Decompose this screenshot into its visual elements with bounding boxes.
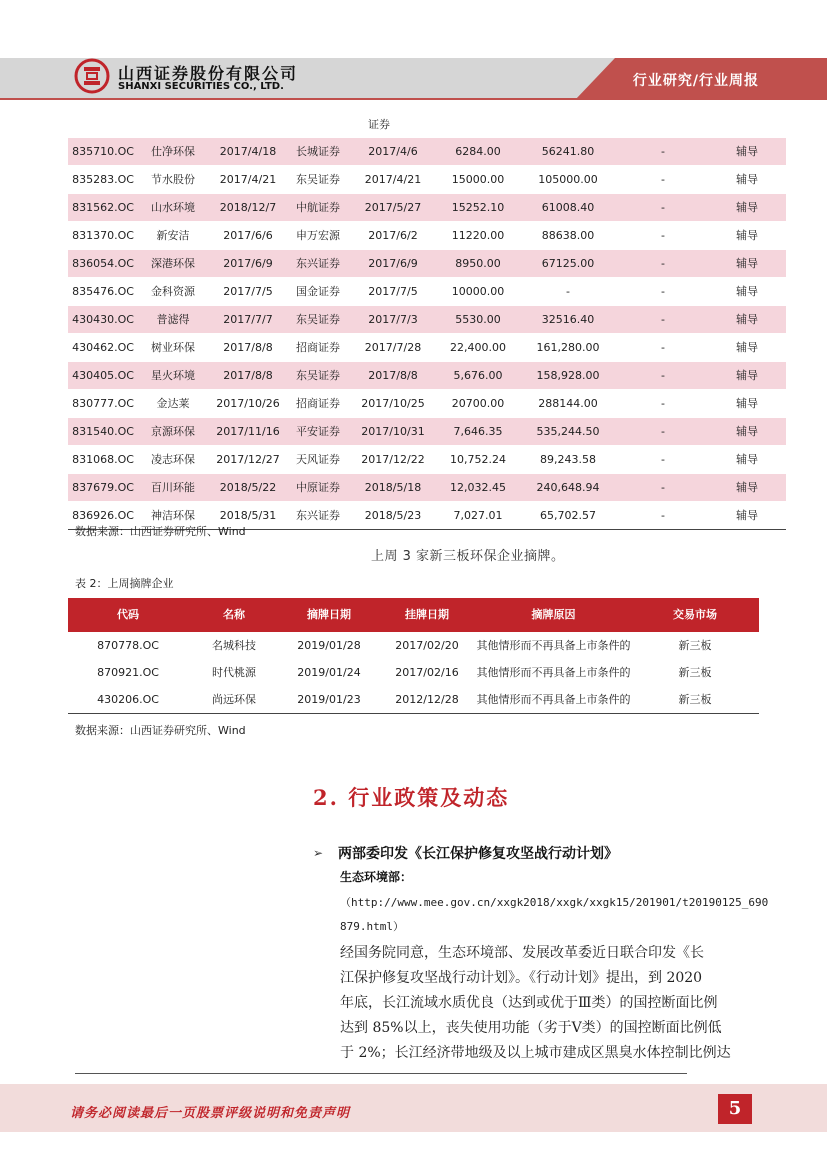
cell-broker: 东兴证券 bbox=[296, 257, 340, 270]
cell-delist-reason: 其他情形而不再具备上市条件的 bbox=[476, 639, 631, 652]
table-row bbox=[68, 473, 786, 501]
table2-header-row bbox=[68, 598, 759, 632]
cell-code: 870921.OC bbox=[97, 666, 159, 679]
news-url-line-2[interactable]: 879.html） bbox=[340, 920, 404, 933]
cell-list-date: 2017/02/20 bbox=[395, 639, 459, 652]
report-category: 行业研究/行业周报 bbox=[632, 73, 759, 89]
cell-value-b: 89,243.58 bbox=[540, 453, 596, 466]
cell-name: 时代桃源 bbox=[212, 666, 256, 679]
cell-stage: 辅导 bbox=[736, 313, 758, 326]
cell-value-a: 8950.00 bbox=[455, 257, 501, 270]
cell-tutor-date: 2017/4/18 bbox=[219, 145, 277, 158]
header-delist-reason: 摘牌原因 bbox=[531, 608, 576, 621]
table-row bbox=[68, 361, 786, 389]
cell-value-a: 5,676.00 bbox=[453, 369, 503, 382]
cell-name: 节水股份 bbox=[151, 173, 195, 186]
cell-filing-date: 2017/6/9 bbox=[368, 257, 418, 270]
cell-tutor-date: 2017/7/5 bbox=[223, 285, 273, 298]
news-paragraph-line: 年底，长江流域水质优良（达到或优于Ⅲ类）的国控断面比例 bbox=[340, 995, 718, 1011]
cell-broker: 招商证券 bbox=[296, 397, 340, 410]
cell-code: 430405.OC bbox=[72, 369, 134, 382]
cell-broker: 东吴证券 bbox=[296, 369, 340, 382]
cell-stage: 辅导 bbox=[736, 257, 758, 270]
cell-code: 831562.OC bbox=[72, 201, 134, 214]
cell-filing-date: 2017/8/8 bbox=[368, 369, 418, 382]
cell-value-a: 15000.00 bbox=[451, 173, 505, 186]
cell-market: 新三板 bbox=[678, 693, 712, 706]
cell-code: 831540.OC bbox=[72, 425, 134, 438]
table-row bbox=[68, 305, 786, 333]
table-continuation-row bbox=[68, 113, 786, 137]
cell-value-a: 7,027.01 bbox=[453, 509, 503, 522]
cell-name: 树业环保 bbox=[151, 341, 195, 354]
cell-broker: 天风证券 bbox=[296, 453, 340, 466]
cell-name: 京源环保 bbox=[151, 425, 195, 438]
header-delist-date: 摘牌日期 bbox=[307, 608, 351, 621]
cell-stage: 辅导 bbox=[736, 173, 758, 186]
cell-value-b: - bbox=[566, 285, 570, 298]
cell-delist-reason: 其他情形而不再具备上市条件的 bbox=[476, 666, 631, 679]
cell-delist-date: 2019/01/24 bbox=[297, 666, 361, 679]
table-row bbox=[68, 249, 786, 277]
cell-value-a: 10000.00 bbox=[451, 285, 505, 298]
news-paragraph-line: 江保护修复攻坚战行动计划》。《行动计划》提出，到 2020 bbox=[340, 970, 703, 986]
cell-tutor-date: 2018/5/31 bbox=[219, 509, 277, 522]
cell-filing-date: 2017/10/31 bbox=[361, 425, 425, 438]
cell-code: 430462.OC bbox=[72, 341, 134, 354]
footer-divider bbox=[75, 1073, 687, 1074]
cell-name: 金科资源 bbox=[151, 285, 195, 298]
cell-broker: 中航证券 bbox=[296, 201, 340, 214]
section-title: 2. 行业政策及动态 bbox=[313, 785, 510, 810]
cell-value-a: 20700.00 bbox=[451, 397, 505, 410]
news-headline: 两部委印发《长江保护修复攻坚战行动计划》 bbox=[338, 846, 618, 862]
news-url-line-1[interactable]: （http://www.mee.gov.cn/xxgk2018/xxgk/xxgk15/201901/t20190125_690 bbox=[340, 896, 769, 909]
continuation-cell: 证券 bbox=[368, 118, 390, 131]
cell-filing-date: 2017/7/5 bbox=[368, 285, 418, 298]
table-row bbox=[68, 277, 786, 305]
delisted-companies-table bbox=[68, 598, 759, 714]
cell-code: 831370.OC bbox=[72, 229, 134, 242]
cell-value-b: 65,702.57 bbox=[540, 509, 596, 522]
table2-source: 数据来源：山西证券研究所、Wind bbox=[75, 724, 246, 737]
cell-tutor-date: 2017/6/9 bbox=[223, 257, 273, 270]
company-name-en: SHANXI SECURITIES CO., LTD. bbox=[118, 81, 284, 92]
cell-tutor-date: 2017/12/27 bbox=[216, 453, 280, 466]
table-row bbox=[68, 193, 786, 221]
news-source: 生态环境部： bbox=[340, 870, 413, 884]
cell-status: - bbox=[661, 341, 665, 354]
cell-stage: 辅导 bbox=[736, 397, 758, 410]
cell-stage: 辅导 bbox=[736, 285, 758, 298]
cell-tutor-date: 2017/8/8 bbox=[223, 369, 273, 382]
cell-stage: 辅导 bbox=[736, 369, 758, 382]
cell-name: 深港环保 bbox=[151, 257, 195, 270]
cell-tutor-date: 2017/11/16 bbox=[216, 425, 280, 438]
cell-market: 新三板 bbox=[678, 666, 712, 679]
cell-name: 金达莱 bbox=[156, 397, 190, 410]
cell-filing-date: 2017/7/3 bbox=[368, 313, 418, 326]
cell-name: 百川环能 bbox=[151, 481, 195, 494]
cell-filing-date: 2017/4/21 bbox=[364, 173, 422, 186]
table2-caption: 表 2：上周摘牌企业 bbox=[75, 577, 174, 590]
cell-filing-date: 2018/5/23 bbox=[364, 509, 422, 522]
cell-delist-reason: 其他情形而不再具备上市条件的 bbox=[476, 693, 631, 706]
table-row bbox=[68, 632, 759, 659]
table-row bbox=[68, 137, 786, 165]
cell-tutor-date: 2017/6/6 bbox=[223, 229, 273, 242]
cell-stage: 辅导 bbox=[736, 425, 758, 438]
table-row bbox=[68, 333, 786, 361]
cell-value-a: 22,400.00 bbox=[450, 341, 506, 354]
cell-value-b: 67125.00 bbox=[541, 257, 595, 270]
cell-code: 836054.OC bbox=[72, 257, 134, 270]
table-row bbox=[68, 221, 786, 249]
cell-status: - bbox=[661, 509, 665, 522]
cell-value-a: 5530.00 bbox=[455, 313, 501, 326]
cell-broker: 中原证券 bbox=[296, 481, 340, 494]
cell-code: 836926.OC bbox=[72, 509, 134, 522]
cell-value-b: 535,244.50 bbox=[536, 425, 600, 438]
cell-stage: 辅导 bbox=[736, 453, 758, 466]
cell-status: - bbox=[661, 201, 665, 214]
cell-value-a: 15252.10 bbox=[451, 201, 505, 214]
cell-delist-date: 2019/01/23 bbox=[297, 693, 361, 706]
cell-name: 山水环境 bbox=[151, 201, 195, 214]
cell-list-date: 2012/12/28 bbox=[395, 693, 459, 706]
header-code: 代码 bbox=[117, 608, 139, 621]
cell-code: 831068.OC bbox=[72, 453, 134, 466]
table-row bbox=[68, 417, 786, 445]
cell-broker: 国金证券 bbox=[296, 285, 340, 298]
cell-code: 430430.OC bbox=[72, 313, 134, 326]
cell-code: 835710.OC bbox=[72, 145, 134, 158]
cell-name: 尚远环保 bbox=[212, 693, 256, 706]
cell-stage: 辅导 bbox=[736, 201, 758, 214]
cell-tutor-date: 2017/4/21 bbox=[219, 173, 277, 186]
cell-status: - bbox=[661, 145, 665, 158]
cell-name: 新安洁 bbox=[156, 229, 190, 242]
cell-value-b: 288144.00 bbox=[538, 397, 598, 410]
cell-value-a: 11220.00 bbox=[451, 229, 505, 242]
cell-stage: 辅导 bbox=[736, 145, 758, 158]
cell-code: 430206.OC bbox=[97, 693, 159, 706]
header-market: 交易市场 bbox=[673, 608, 717, 621]
cell-value-b: 61008.40 bbox=[541, 201, 595, 214]
cell-status: - bbox=[661, 285, 665, 298]
cell-code: 870778.OC bbox=[97, 639, 159, 652]
cell-tutor-date: 2017/7/7 bbox=[223, 313, 273, 326]
cell-status: - bbox=[661, 313, 665, 326]
cell-tutor-date: 2017/8/8 bbox=[223, 341, 273, 354]
listing-tutoring-table bbox=[68, 113, 786, 530]
table-row bbox=[68, 165, 786, 193]
cell-filing-date: 2017/10/25 bbox=[361, 397, 425, 410]
cell-status: - bbox=[661, 397, 665, 410]
cell-value-b: 56241.80 bbox=[541, 145, 595, 158]
cell-market: 新三板 bbox=[678, 639, 712, 652]
cell-status: - bbox=[661, 173, 665, 186]
cell-value-b: 88638.00 bbox=[541, 229, 595, 242]
cell-list-date: 2017/02/16 bbox=[395, 666, 459, 679]
cell-broker: 东兴证券 bbox=[296, 509, 340, 522]
cell-stage: 辅导 bbox=[736, 481, 758, 494]
cell-tutor-date: 2018/5/22 bbox=[219, 481, 277, 494]
table-row bbox=[68, 659, 759, 686]
cell-status: - bbox=[661, 425, 665, 438]
cell-code: 830777.OC bbox=[72, 397, 134, 410]
cell-code: 837679.OC bbox=[72, 481, 134, 494]
header-divider bbox=[0, 98, 827, 100]
cell-name: 凌志环保 bbox=[151, 453, 195, 466]
cell-broker: 申万宏源 bbox=[296, 229, 340, 242]
cell-name: 仕净环保 bbox=[151, 145, 195, 158]
cell-value-b: 161,280.00 bbox=[536, 341, 600, 354]
cell-filing-date: 2017/7/28 bbox=[364, 341, 422, 354]
cell-filing-date: 2018/5/18 bbox=[364, 481, 422, 494]
bullet-arrow-icon: ➢ bbox=[313, 846, 324, 860]
cell-broker: 平安证券 bbox=[296, 425, 340, 438]
company-name-cn: 山西证券股份有限公司 bbox=[118, 64, 299, 83]
cell-value-b: 32516.40 bbox=[541, 313, 595, 326]
cell-name: 名城科技 bbox=[212, 639, 256, 652]
cell-broker: 招商证券 bbox=[296, 341, 340, 354]
cell-broker: 东吴证券 bbox=[296, 173, 340, 186]
cell-status: - bbox=[661, 229, 665, 242]
cell-name: 神洁环保 bbox=[151, 509, 195, 522]
cell-value-b: 158,928.00 bbox=[536, 369, 600, 382]
cell-value-b: 240,648.94 bbox=[536, 481, 600, 494]
news-paragraph-line: 于 2%；长江经济带地级及以上城市建成区黑臭水体控制比例达 bbox=[340, 1045, 731, 1061]
cell-name: 普滤得 bbox=[156, 313, 190, 326]
cell-code: 835476.OC bbox=[72, 285, 134, 298]
footer-disclaimer: 请务必阅读最后一页股票评级说明和免责声明 bbox=[70, 1106, 351, 1121]
cell-tutor-date: 2017/10/26 bbox=[216, 397, 280, 410]
cell-filing-date: 2017/5/27 bbox=[364, 201, 422, 214]
header-name: 名称 bbox=[223, 608, 245, 621]
cell-value-a: 10,752.24 bbox=[450, 453, 506, 466]
table-row bbox=[68, 686, 759, 714]
header-list-date: 挂牌日期 bbox=[405, 608, 449, 621]
table-row bbox=[68, 389, 786, 417]
news-paragraph-line: 达到 85%以上，丧失使用功能（劣于Ⅴ类）的国控断面比例低 bbox=[340, 1020, 722, 1036]
cell-broker: 东吴证券 bbox=[296, 313, 340, 326]
news-paragraph-line: 经国务院同意，生态环境部、发展改革委近日联合印发《长 bbox=[340, 945, 704, 961]
cell-value-a: 7,646.35 bbox=[453, 425, 503, 438]
cell-value-a: 6284.00 bbox=[455, 145, 501, 158]
cell-code: 835283.OC bbox=[72, 173, 134, 186]
table1-source: 数据来源：山西证券研究所、Wind bbox=[75, 525, 246, 538]
cell-filing-date: 2017/4/6 bbox=[368, 145, 418, 158]
cell-filing-date: 2017/6/2 bbox=[368, 229, 418, 242]
cell-stage: 辅导 bbox=[736, 509, 758, 522]
page-number: 5 bbox=[718, 1094, 752, 1124]
cell-status: - bbox=[661, 481, 665, 494]
cell-status: - bbox=[661, 369, 665, 382]
cell-tutor-date: 2018/12/7 bbox=[219, 201, 277, 214]
company-logo-icon bbox=[74, 58, 110, 94]
table-row bbox=[68, 445, 786, 473]
cell-filing-date: 2017/12/22 bbox=[361, 453, 425, 466]
cell-broker: 长城证券 bbox=[296, 145, 340, 158]
cell-status: - bbox=[661, 257, 665, 270]
cell-stage: 辅导 bbox=[736, 341, 758, 354]
cell-delist-date: 2019/01/28 bbox=[297, 639, 361, 652]
cell-name: 星火环境 bbox=[151, 369, 195, 382]
cell-value-a: 12,032.45 bbox=[450, 481, 506, 494]
summary-line: 上周 3 家新三板环保企业摘牌。 bbox=[371, 549, 565, 564]
cell-status: - bbox=[661, 453, 665, 466]
cell-stage: 辅导 bbox=[736, 229, 758, 242]
cell-value-b: 105000.00 bbox=[538, 173, 598, 186]
